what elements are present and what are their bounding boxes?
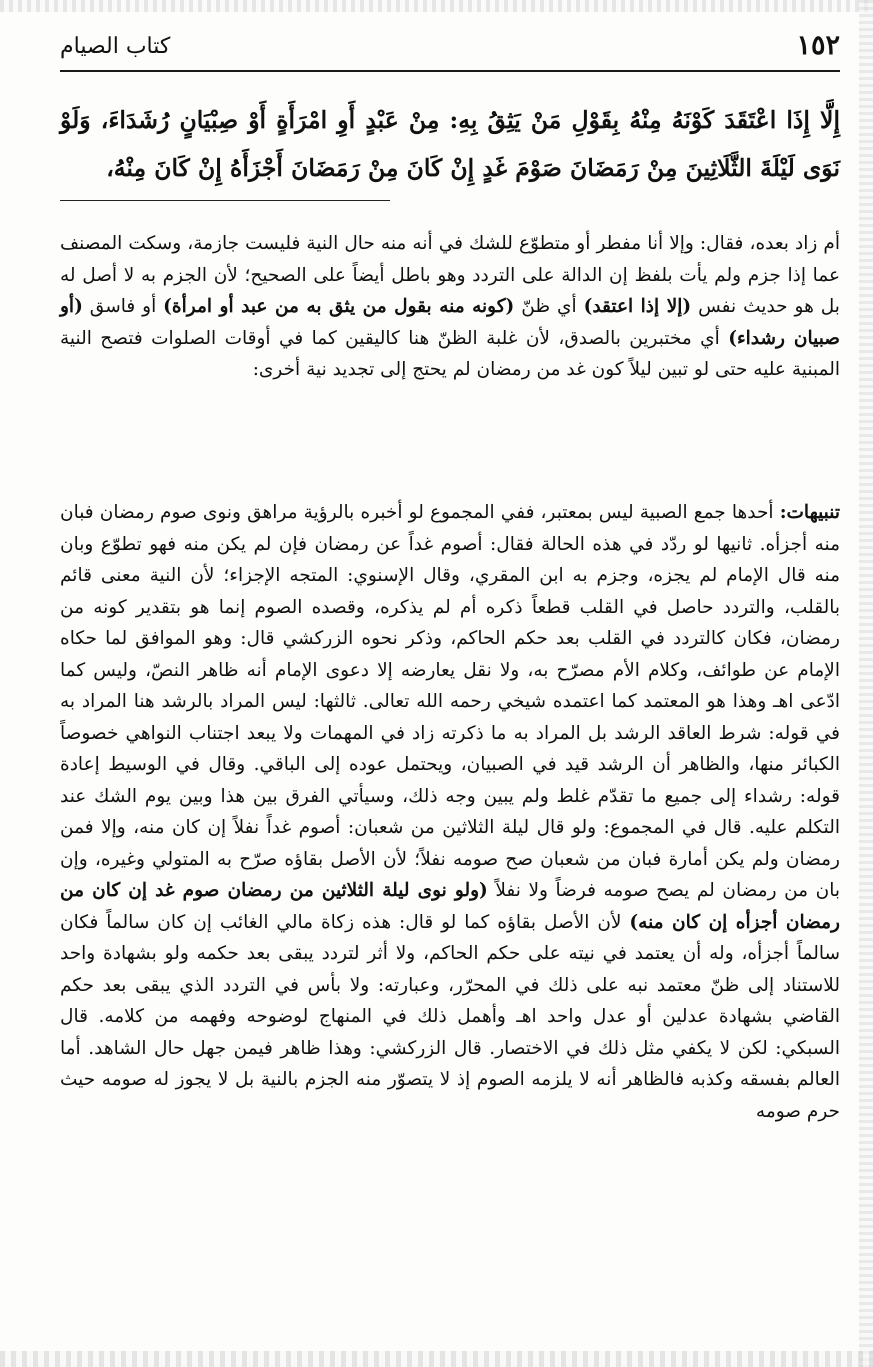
main-text: إِلَّا إِذَا اعْتَقَدَ كَوْنَهُ مِنْهُ بِقَوْلِ مَنْ يَثِقُ بِهِ: مِنْ عَبْدٍ أَوِ امْرَأَةٍ أَوْ صِبْيَانٍ رُشَدَاءَ، وَلَوْ نَوَى لَيْلَةَ الثَّلَاثِينَ مِنْ رَمَضَانَ صَوْمَ غَدٍ إِنْ كَانَ مِنْ رَمَضَانَ أَجْزَأَهُ إِنْ كَانَ مِنْهُ، xyxy=(60,106,840,182)
scan-edge-bottom xyxy=(0,1351,873,1367)
scan-edge-top xyxy=(0,0,873,12)
commentary-text: أحدها جمع الصبية ليس بمعتبر، ففي المجموع لو أخبره بالرؤية مراهق ونوى صوم رمضان فبان منه أجزأه. ثانيها لو ردّد في هذه الحالة فقال: أصوم غداً عن رمضان فإن لم يكن منه فهو تطوّع وبان منه قال الإمام لم يجزه، وجزم به ابن المقري، وقال الإسنوي: المتجه الإجزاء؛ لأن النية معنى قائم بالقلب، والتردد حاصل في القلب قطعاً ذكره أم لم يذكره، وقصده الصوم إنما هو بتقدير كونه من رمضان، فكان كالتردد في القلب بعد حكم الحاكم، وذكر نحوه الزركشي قال: وهو الموافق لما حكاه الإمام عن طوائف، وكلام الأم مصرّح به، ولا نقل يعارضه إلا دعوى الإمام أنه ظاهر النصّ، وليس كما ادّعى اهـ وهذا هو المعتمد كما اعتمده شيخي رحمه الله تعالى. ثالثها: ليس المراد بالرشد هنا المراد به في قوله: شرط العاقد الرشد بل المراد به ما ذكرته زاد في المهمات ولا يبعد اجتناب النواهي خصوصاً الكبائر منها، والظاهر أن الرشد قيد في الصبيان، ويحتمل عوده إلى الباقي. وقال في الوسيط إعادة قوله: رشداء إلى جميع ما تقدّم غلط ولم يبين وجه ذلك، وسيأتي الفرق بين هذا وبين يوم الشك عند التكلم عليه. قال في المجموع: ولو قال ليلة الثلاثين من شعبان: أصوم غداً نفلاً إن كان منه، وإلا فمن رمضان ولم يكن أمارة فبان من شعبان صح صومه نفلاً؛ لأن الأصل بقاؤه صرّح به المتولي وغيره، وإن بان من رمضان لم يصح صومه فرضاً ولا نفلاً xyxy=(60,502,841,901)
commentary-text: أي ظنّ xyxy=(521,296,577,317)
section-lead: تنبيهات: xyxy=(779,502,840,523)
quoted-main-text: (أو صبيان رشداء) xyxy=(60,296,840,349)
page-header xyxy=(60,28,840,78)
commentary-text: لأن الأصل بقاؤه كما لو قال: هذه زكاة مالي الغائب إن كان سالماً فكان سالماً أجزأه، وله أن يعتمد في نيته على حكم الحاكم، ولا أثر لتردد يبقى بعد حكمه ولو بشهادة واحد للاستناد إلى ظنّ معتمد نبه على ذلك في المحرّر، وعبارته: ولا بأس في التردد الذي يبقى بعد حكم القاضي بشهادة عدلين أو عدل واحد اهـ وأهمل ذلك في المنهاج لوضوحه وفهمه من كلامه. قال السبكي: لكن لا يكفي مثل ذلك في الاختصار. قال الزركشي: وهذا ظاهر فيمن جهل حال الشاهد. أما العالم بفسقه وكذبه فالظاهر أنه لا يلزمه الصوم إذ لا يتصوّر منه الجزم بالنية بل لا يجوز له صومه حيث حرم صومه xyxy=(60,911,840,1122)
commentary-paragraph-2 xyxy=(60,497,840,1127)
page-number: ١٥٢ xyxy=(796,30,840,61)
quoted-main-text: (ولو نوى ليلة الثلاثين من رمضان صوم غد إن كان من رمضان أجزأه إن كان منه) xyxy=(60,880,840,933)
commentary-text: أو فاسق xyxy=(89,296,157,317)
quoted-main-text: (كونه منه بقول من يثق به من عبد أو امرأة) xyxy=(163,296,515,317)
header-rule xyxy=(60,70,840,72)
quoted-main-text: (إلا إذا اعتقد) xyxy=(583,296,692,317)
commentary-text: أم زاد بعده، فقال: وإلا أنا مفطر أو متطوّع للشك في أنه منه حال النية فليست جازمة، وسكت المصنف عما إذا جزم ولم يأت بلفظ إن الدالة على التردد وهو باطل أيضاً على الصحيح؛ لأن الجزم به لا أصل له بل هو حديث نفس xyxy=(60,233,840,317)
commentary-text: أي مختبرين بالصدق، لأن غلبة الظنّ هنا كاليقين كما في أوقات الصلوات فتصح النية المبنية عليه حتى لو تبين ليلاً كون غد من رمضان لم يحتج إلى تجديد نية أخرى: xyxy=(60,327,840,380)
commentary-paragraph-1 xyxy=(60,228,840,386)
scan-edge-right xyxy=(859,0,873,1367)
main-text-divider xyxy=(60,200,390,201)
running-title: كتاب الصيام xyxy=(60,34,171,59)
